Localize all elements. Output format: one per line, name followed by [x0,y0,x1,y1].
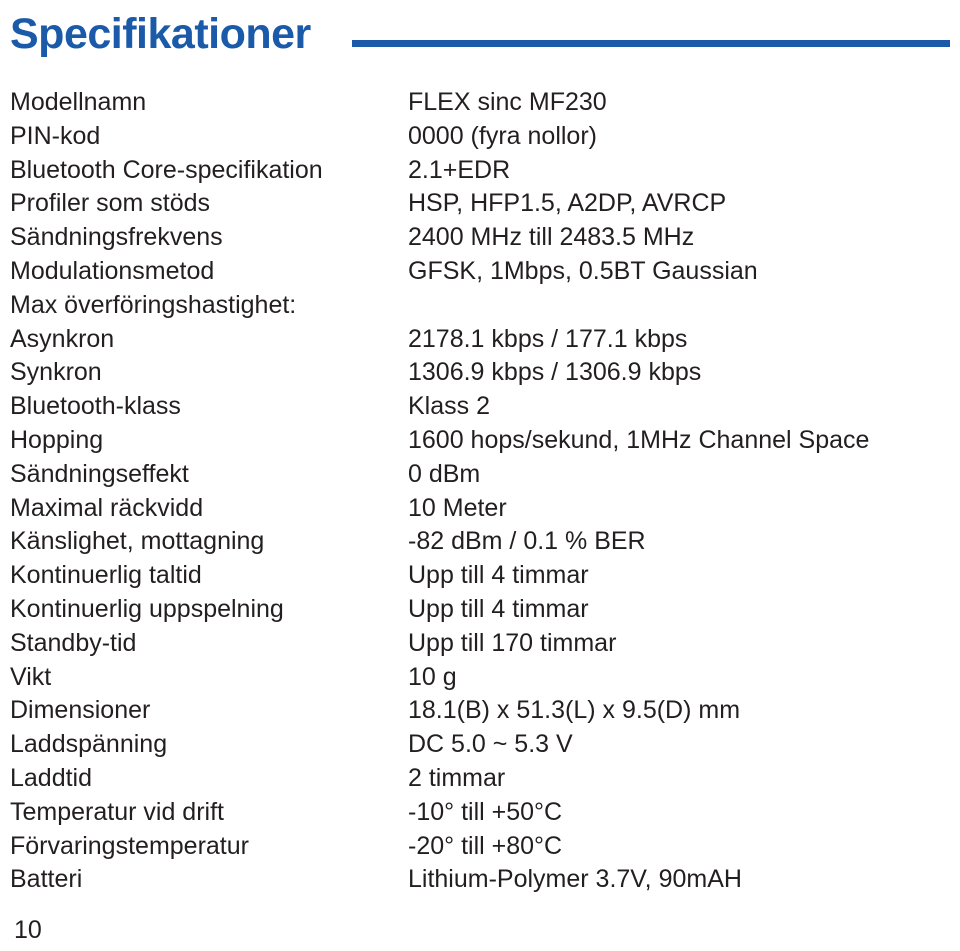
spec-label: Känslighet, mottagning [10,527,265,556]
spec-label: Max överföringshastighet: [10,290,297,319]
spec-value: 2178.1 kbps / 177.1 kbps [408,324,688,353]
spec-label: Laddtid [10,763,93,792]
spec-label: Bluetooth-klass [10,392,181,421]
spec-row [10,221,950,255]
spec-label: Asynkron [10,324,115,353]
spec-value: Klass 2 [408,392,490,421]
spec-row [10,154,950,188]
spec-row [10,863,950,897]
spec-value: Upp till 170 timmar [408,628,617,657]
spec-row [10,289,950,323]
spec-label: Sändningseffekt [10,459,189,488]
spec-row [10,492,950,526]
spec-label: Kontinuerlig uppspelning [10,594,284,623]
spec-value: -20° till +80°C [408,831,563,860]
spec-value: 10 Meter [408,493,507,522]
spec-label: Temperatur vid drift [10,797,224,826]
spec-label: Modellnamn [10,88,147,116]
page-number: 10 [14,916,42,944]
spec-value: 2.1+EDR [408,155,511,184]
spec-value: FLEX sinc MF230 [408,88,607,116]
spec-label: Vikt [10,662,52,691]
spec-value: GFSK, 1Mbps, 0.5BT Gaussian [408,256,758,285]
spec-row [10,356,950,390]
spec-row [10,86,950,120]
spec-value: Lithium-Polymer 3.7V, 90mAH [408,865,742,894]
spec-row [10,525,950,559]
spec-label: Hopping [10,425,104,454]
spec-value: -82 dBm / 0.1 % BER [408,527,646,556]
spec-row [10,694,950,728]
spec-row [10,187,950,221]
spec-row [10,323,950,357]
spec-label: PIN-kod [10,121,101,150]
spec-value: 2 timmar [408,763,506,792]
spec-row [10,830,950,864]
spec-label: Batteri [10,865,83,894]
spec-value [408,289,950,323]
spec-value: 2400 MHz till 2483.5 MHz [408,223,695,252]
spec-label: Modulationsmetod [10,256,215,285]
spec-row [10,458,950,492]
spec-row [10,559,950,593]
page-header [10,6,950,62]
spec-value: 0 dBm [408,459,481,488]
spec-row [10,120,950,154]
spec-label: Laddspänning [10,730,168,759]
spec-row [10,728,950,762]
page-title: Specifikationer [10,10,311,58]
spec-row [10,255,950,289]
spec-label: Förvaringstemperatur [10,831,249,860]
spec-row [10,424,950,458]
spec-value: 10 g [408,662,457,691]
spec-label: Standby-tid [10,628,137,657]
spec-value: -10° till +50°C [408,797,563,826]
spec-value: DC 5.0 ~ 5.3 V [408,730,573,759]
spec-row [10,390,950,424]
spec-label: Maximal räckvidd [10,493,204,522]
spec-label: Profiler som stöds [10,189,211,218]
spec-label: Bluetooth Core-specifikation [10,155,323,184]
spec-row [10,627,950,661]
spec-row [10,593,950,627]
spec-label: Kontinuerlig taltid [10,561,202,590]
spec-row [10,762,950,796]
spec-value: Upp till 4 timmar [408,561,589,590]
spec-value: 1306.9 kbps / 1306.9 kbps [408,358,702,387]
spec-label: Sändningsfrekvens [10,223,223,252]
spec-value: 18.1(B) x 51.3(L) x 9.5(D) mm [408,696,741,725]
spec-value: Upp till 4 timmar [408,594,589,623]
spec-value: 0000 (fyra nollor) [408,121,597,150]
spec-value: 1600 hops/sekund, 1MHz Channel Space [408,425,870,454]
spec-row [10,661,950,695]
spec-label: Dimensioner [10,696,151,725]
title-rule [352,40,950,47]
specification-list [10,86,950,897]
spec-label: Synkron [10,358,102,387]
spec-row [10,796,950,830]
spec-value: HSP, HFP1.5, A2DP, AVRCP [408,189,727,218]
